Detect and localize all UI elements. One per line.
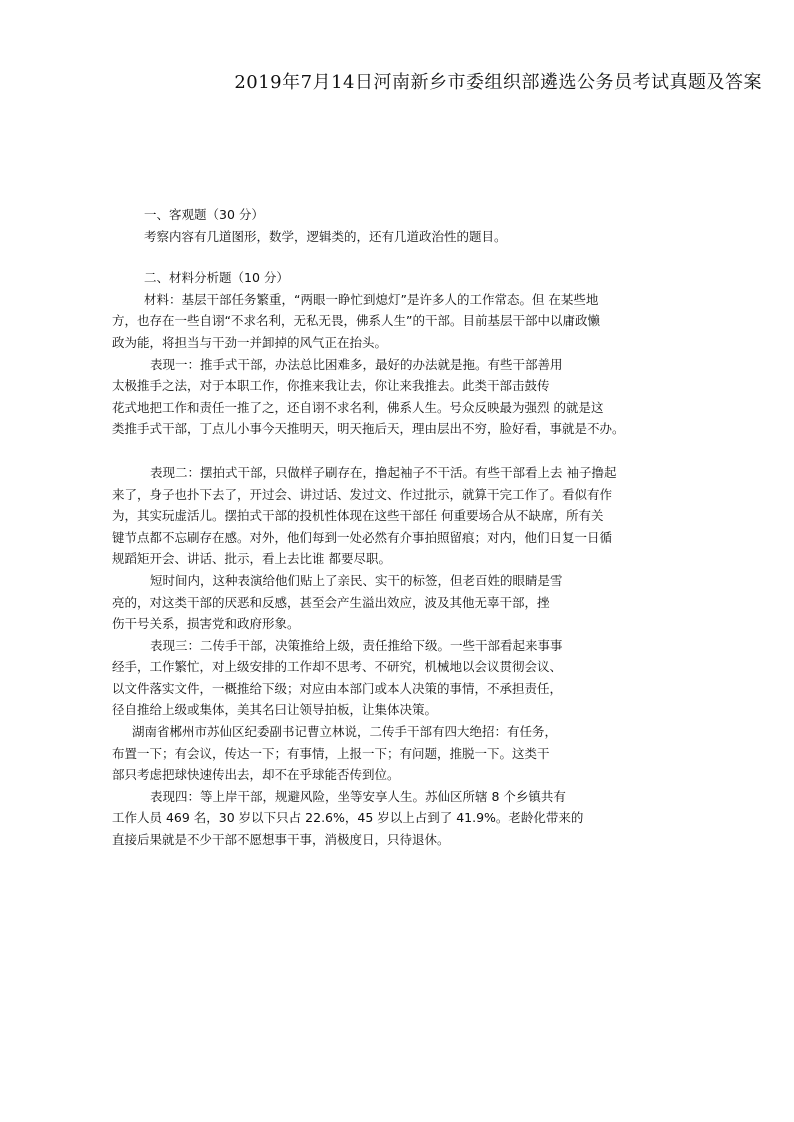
paragraph-line: 短时间内，这种表演给他们贴上了亲民、实干的标签，但老百姓的眼睛是雪 (150, 572, 563, 588)
paragraph-line: 规蹈矩开会、讲话、批示，看上去比谁 都要尽职。 (112, 551, 391, 567)
spacer (112, 247, 692, 267)
paragraph-line: 径自推给上级或集体，美其名曰让领导拍板，让集体决策。 (112, 702, 438, 718)
document-body (112, 204, 692, 851)
paragraph-line: 部只考虑把球快速传出去，却不在乎球能否传到位。 (112, 767, 400, 783)
paragraph-line: 来了，身子也扑下去了，开过会、讲过话、发过文、作过批示，就算干完工作了。看似有作 (112, 486, 613, 502)
material-line: 材料：基层干部任务繁重，“两眼一睁忙到熄灯”是许多人的工作常态。但 在某些地 (144, 291, 599, 307)
paragraph-line: 直接后果就是不少干部不愿想事干事，消极度日，只待退休。 (112, 832, 450, 848)
spacer (112, 440, 692, 462)
paragraph-line: 表现四：等上岸干部，规避风险，坐等安享人生。苏仙区所辖 8 个乡镇共有 (150, 788, 566, 804)
material-line: 政为能，将担当与干劲一并卸掉的风气正在抬头。 (112, 334, 388, 350)
section1-body: 考察内容有几道图形，数学，逻辑类的，还有几道政治性的题目。 (144, 228, 507, 244)
paragraph-line: 表现一：推手式干部，办法总比困难多，最好的办法就是拖。有些干部善用 (150, 356, 563, 372)
paragraph-line: 键节点都不忘刷存在感。对外，他们每到一处必然有介事拍照留痕；对内，他们日复一日循 (112, 529, 613, 545)
paragraph-line: 花式地把工作和责任一推了之，还自诩不求名利，佛系人生。号众反映最为强烈 的就是这 (112, 399, 604, 415)
paragraph-line: 亮的，对这类干部的厌恶和反感，甚至会产生溢出效应，波及其他无辜干部，挫 (112, 594, 550, 610)
paragraph-line: 为，其实玩虚活儿。摆拍式干部的投机性体现在这些干部任 何重要场合从不缺席，所有关 (112, 508, 604, 524)
paragraph-line: 湖南省郴州市苏仙区纪委副书记曹立林说，二传手干部有四大绝招：有任务， (132, 724, 558, 740)
paragraph-line: 伤干号关系，损害党和政府形象。 (112, 616, 300, 632)
paragraph-line: 表现三：二传手干部，决策推给上级，责任推给下级。一些干部看起来事事 (150, 637, 563, 653)
paragraph-line: 太极推手之法，对于本职工作，你推来我让去，你让来我推去。此类干部击鼓传 (112, 378, 550, 394)
paragraph-line: 表现二：摆拍式干部，只做样子刷存在，撸起袖子不干活。有些干部看上去 袖子撸起 (150, 464, 617, 480)
material-line: 方，也存在一些自诩“不求名利，无私无畏，佛系人生”的干部。目前基层干部中以庸政懒 (112, 313, 600, 329)
paragraph-line: 工作人员 469 名，30 岁以下只占 22.6%，45 岁以上占到了 41.9%。老龄化带来的 (112, 810, 584, 826)
document-title: 2019年7月14日河南新乡市委组织部遴选公务员考试真题及答案 (234, 72, 762, 93)
paragraph-line: 布置一下；有会议，传达一下；有事情，上报一下；有问题，推脱一下。这类干 (112, 745, 550, 761)
paragraph-line: 以文件落实文件，一概推给下级；对应由本部门或本人决策的事情，不承担责任， (112, 680, 563, 696)
paragraph-line: 类推手式干部，丁点儿小事今天推明天，明天拖后天，理由层出不穷，脸好看，事就是不办。 (112, 421, 625, 437)
section2-heading: 二、材料分析题（10 分） (144, 270, 289, 286)
paragraph-line: 经手，工作繁忙，对上级安排的工作却不思考、不研究，机械地以会议贯彻会议、 (112, 659, 563, 675)
section1-heading: 一、客观题（30 分） (144, 207, 264, 222)
